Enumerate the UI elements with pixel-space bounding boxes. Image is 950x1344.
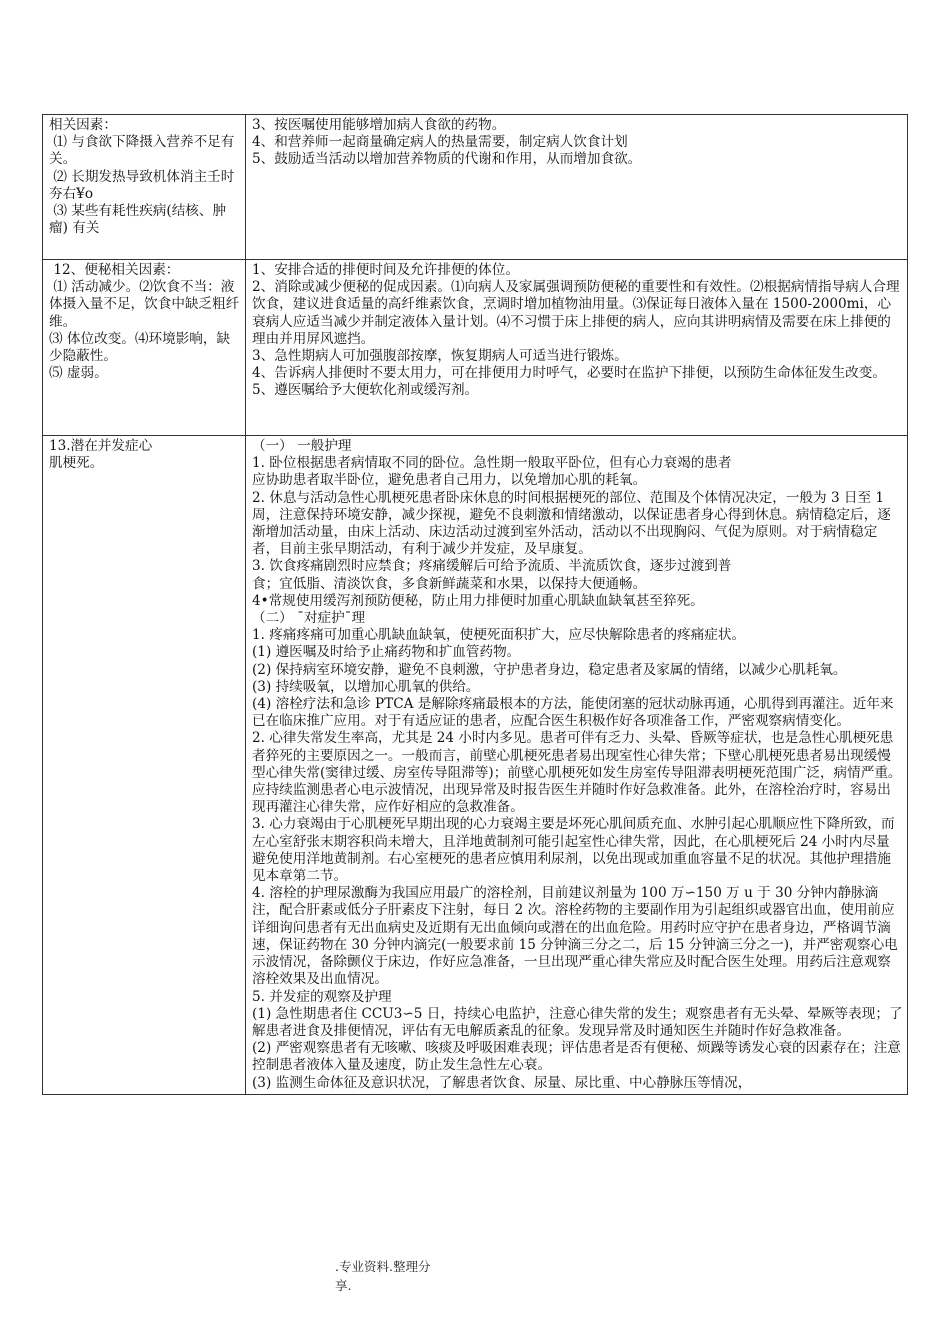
cell-line: 应协助患者取半卧位，避免患者自己用力，以免增加心肌的耗氧。 [252, 472, 647, 489]
cell-line: 3. 心力衰竭由于心肌梗死早期出现的心力衰竭主要是坏死心肌间质充血、水肿引起心肌顺应性下降所致，而左心室舒张末期容积尚未增大，且洋地黄制剂可能引起室性心律失常，因此，在心肌梗死后 24 小时内尽量避免使用洋地黄制剂。右心室梗死的患者应慎用利尿剂，以免出现或加重血容量不足的状况。其他护理措施见本章第二节。 [252, 816, 895, 885]
cell-line: 3、按医嘱使用能够增加病人食欲的药物。 [252, 117, 506, 133]
cell-line: 1、安排合适的排便时间及允许排便的体位。 [252, 262, 519, 278]
cell-line: 食；宜低脂、清淡饮食，多食新鲜蔬菜和水果，以保持大便通畅。 [252, 575, 647, 592]
cell-line: 5、鼓励适当活动以增加营养物质的代谢和作用，从而增加食欲。 [252, 151, 642, 168]
cell-line: ⑸ 虚弱。 [49, 365, 108, 382]
cell-line: 4•常规使用缓泻剂预防便秘，防止用力排便时加重心肌缺血缺氧甚至猝死。 [252, 592, 704, 609]
cell-line: 12、便秘相关因素： [49, 262, 180, 278]
nursing-plan-table [42, 114, 908, 1095]
cell-line: 2、消除或减少便秘的促成因素。⑴向病人及家属强调预防便秘的重要性和有效性。⑵根据病情指导病人合理饮食，建议进食适量的高纤维素饮食，烹调时增加植物油用量。⑶保证每日液体入量在 1500-2000mi，心衰病人应适当减少并制定液体入量计划。⑷不习惯于床上排便的病人，应向其讲明病情及需要在床上排便的理由并用屏风遮挡。 [252, 279, 900, 347]
cell-line: ⑶ 体位改变。⑷环境影响，缺少隐蔽性。 [49, 330, 231, 365]
page-footer [335, 1257, 445, 1295]
section-heading: （二） ˉ对症护ˉ理 [252, 610, 366, 627]
table-row [43, 436, 908, 1095]
footer-line: .专业资料.整理分 [335, 1259, 431, 1274]
related-factors-cell [43, 260, 246, 436]
cell-line: 2. 休息与活动急性心肌梗死患者卧床休息的时间根据梗死的部位、范围及个体情况决定，一般为 3 日至 1 周，注意保持环境安静，减少探视，避免不良刺激和情绪激动，以保证患者身心得到休息。病情稳定后，逐渐增加活动量，由床上活动、床边活动过渡到室外活动，活动以不出现胸闷、气促为原则。对于病情稳定者，目前主张早期活动，有利于减少并发症，及早康复。 [252, 489, 891, 558]
related-factors-cell [43, 115, 246, 260]
cell-line: (3) 监测生命体征及意识状况，了解患者饮食、尿量、尿比重、中心静脉压等情况， [252, 1074, 752, 1091]
cell-line: 3. 饮食疼痛剧烈时应禁食；疼痛缓解后可给予流质、半流质饮食，逐步过渡到普 [252, 558, 732, 575]
cell-line: ⑵ 长期发热导致机体消主壬时 夯右¥o [49, 168, 239, 202]
cell-line: (3) 持续吸氧，以增加心肌氧的供给。 [252, 678, 480, 695]
cell-line: (4) 溶栓疗法和急诊 PTCA 是解除疼痛最根本的方法，能使闭塞的冠状动脉再通，心肌得到再灌注。近年来已在临床推广应用。对于有适应证的患者，应配合医生积极作好各项准备工作，严密观察病情变化。 [252, 696, 894, 730]
cell-line: 5、遵医嘱给予大便软化剂或缓泻剂。 [252, 382, 479, 399]
cell-line: (1) 遵医嘱及时给予止痛药物和扩血管药物。 [252, 644, 521, 661]
related-factors-cell [43, 436, 246, 1095]
nursing-measures-cell [246, 436, 908, 1095]
cell-line: 5. 并发症的观察及护理 [252, 988, 392, 1005]
cell-line: (2) 严密观察患者有无咳嗽、咳痰及呼吸困难表现；评估患者是否有便秘、烦躁等诱发心衰的因素存在；注意控制患者液体入量及速度，防止发生急性左心衰。 [252, 1040, 901, 1074]
cell-line: 相关因素： [49, 117, 117, 133]
cell-line: ⑴ 活动减少。⑵饮食不当：液体摄入量不足，饮食中缺乏粗纤维。 [49, 279, 240, 330]
footer-line: 享. [335, 1278, 352, 1293]
cell-line: (2) 保持病室环境安静，避免不良刺激，守护患者身边，稳定患者及家属的情绪，以减少心肌耗氧。 [252, 661, 847, 678]
cell-line: 4、和营养师一起商量确定病人的热量需要，制定病人饮食计划 [252, 134, 628, 151]
section-heading: （一） 一般护理 [252, 438, 352, 454]
nursing-measures-cell [246, 260, 908, 436]
cell-line: 2. 心律失常发生率高，尤其是 24 小时内多见。患者可伴有乏力、头晕、昏厥等症状，也是急性心肌梗死患者猝死的主要原因之一。一般而言，前壁心肌梗死患者易出现室性心律失常；下壁心肌梗死患者易出现缓慢型心律失常(窦律过缓、房室传导阻滞等)；前壁心肌梗死如发生房室传导阻滞表明梗死范围广泛，病情严重。应持续监测患者心电示波情况，出现异常及时报告医生并随时作好急救准备。此外，在溶栓治疗时，容易出现再灌注心律失常，应作好相应的急救准备。 [252, 730, 902, 816]
nursing-measures-cell [246, 115, 908, 260]
cell-line: 肌梗死。 [49, 455, 104, 472]
cell-line: 1. 卧位根据患者病情取不同的卧位。急性期一般取平卧位，但有心力衰竭的患者 [252, 455, 732, 472]
table-row [43, 115, 908, 260]
cell-line: 4、告诉病人排便时不要太用力，可在排便用力时呼气，必要时在监护下排便，以预防生命体征发生改变。 [252, 365, 886, 382]
cell-line: 4. 溶栓的护理尿激酶为我国应用最广的溶栓剂，目前建议剂量为 100 万∽150 万 u 于 30 分钟内静脉滴注，配合肝素或低分子肝素皮下注射，每日 2 次。溶栓药物的主要副作用为引起组织或器官出血，使用前应详细询问患者有无出血病史及近期有无出血倾向或潜在的出血危险。用药时应守护在患者身边，严格调节滴速，保证药物在 30 分钟内滴完(一般要求前 15 分钟滴三分之二，后 15 分钟滴三分之一)，并严密观察心电示波情况，备除颤仪于床边，作好应急准备，一旦出现严重心律失常应及时配合医生处理。用药后注意观察溶栓效果及出血情况。 [252, 885, 898, 988]
table-row [43, 260, 908, 436]
cell-line: (1) 急性期患者住 CCU3∽5 日，持续心电监护，注意心律失常的发生；观察患者有无头晕、晕厥等表现；了解患者进食及排便情况，评估有无电解质紊乱的征象。发现异常及时通知医生并随时作好急救准备。 [252, 1005, 903, 1039]
cell-line: ⑶ 某些有耗性疾病(结核、肿瘤) 有关 [49, 203, 227, 237]
cell-line: 3、急性期病人可加强腹部按摩，恢复期病人可适当进行锻炼。 [252, 348, 628, 365]
cell-line: 1. 疼痛疼痛可加重心肌缺血缺氧，使梗死面积扩大，应尽快解除患者的疼痛症状。 [252, 627, 746, 644]
cell-line: ⑴ 与食欲下降摄入营养不足有关。 [49, 134, 235, 168]
cell-line: 13.潜在并发症心 [49, 438, 153, 454]
